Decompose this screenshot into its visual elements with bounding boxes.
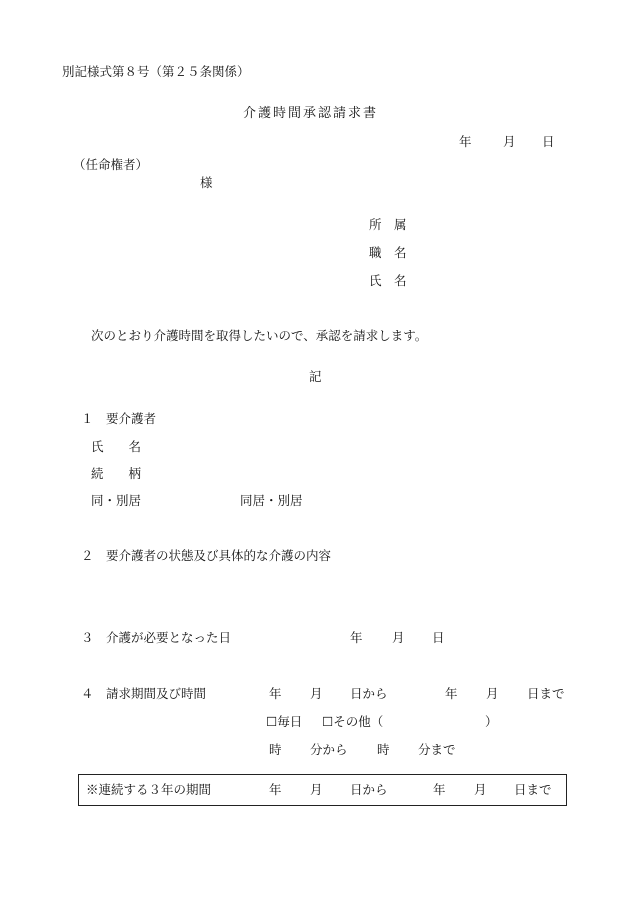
document-title: 介護時間承認請求書	[243, 106, 379, 121]
period-from-year: 年	[269, 686, 282, 701]
section4-heading: ４ 請求期間及び時間	[81, 686, 207, 701]
section2-heading: ２ 要介護者の状態及び具体的な介護の内容	[81, 548, 332, 563]
time-from-hour: 時	[269, 742, 282, 757]
consecutive-period-label: ※連続する３年の期間	[86, 782, 212, 797]
period-from-month: 月	[310, 686, 323, 701]
section1-heading: １ 要介護者	[81, 411, 157, 426]
addressee-honorific: 様	[200, 175, 213, 190]
addressee-label: （任命権者）	[73, 157, 149, 172]
applicant-affiliation-label: 所 属	[369, 217, 407, 232]
date-year: 年	[459, 134, 472, 149]
consecutive-to-year: 年	[433, 782, 446, 797]
consecutive-from-day: 日から	[350, 782, 388, 797]
section3-month: 月	[392, 630, 405, 645]
form-number: 別記様式第８号（第２５条関係）	[62, 64, 250, 79]
time-from-minute: 分から	[310, 742, 348, 757]
time-to-hour: 時	[377, 742, 390, 757]
section3-day: 日	[432, 630, 445, 645]
living-arrangement-label: 同・別居	[91, 493, 142, 508]
period-to-year: 年	[445, 686, 458, 701]
living-arrangement-value: 同居・別居	[240, 493, 303, 508]
ki-heading: 記	[309, 369, 322, 384]
applicant-name-label: 氏 名	[369, 273, 407, 288]
section3-heading: ３ 介護が必要となった日	[81, 630, 232, 645]
applicant-position-label: 職 名	[369, 245, 407, 260]
consecutive-from-year: 年	[269, 782, 282, 797]
date-month: 月	[503, 134, 516, 149]
date-day: 日	[542, 134, 555, 149]
daily-option: ☐毎日	[266, 714, 303, 729]
time-to-minute: 分まで	[418, 742, 456, 757]
consecutive-to-month: 月	[474, 782, 487, 797]
consecutive-to-day: 日まで	[514, 782, 552, 797]
section3-year: 年	[350, 630, 363, 645]
period-from-day: 日から	[350, 686, 388, 701]
consecutive-from-month: 月	[310, 782, 323, 797]
period-to-month: 月	[486, 686, 499, 701]
care-recipient-relation-label: 続 柄	[91, 466, 142, 481]
other-option-close: ）	[485, 714, 498, 729]
period-to-day: 日まで	[527, 686, 565, 701]
request-text: 次のとおり介護時間を取得したいので、承認を請求します。	[91, 328, 428, 343]
care-recipient-name-label: 氏 名	[91, 439, 142, 454]
other-option: ☐その他（	[322, 714, 384, 729]
